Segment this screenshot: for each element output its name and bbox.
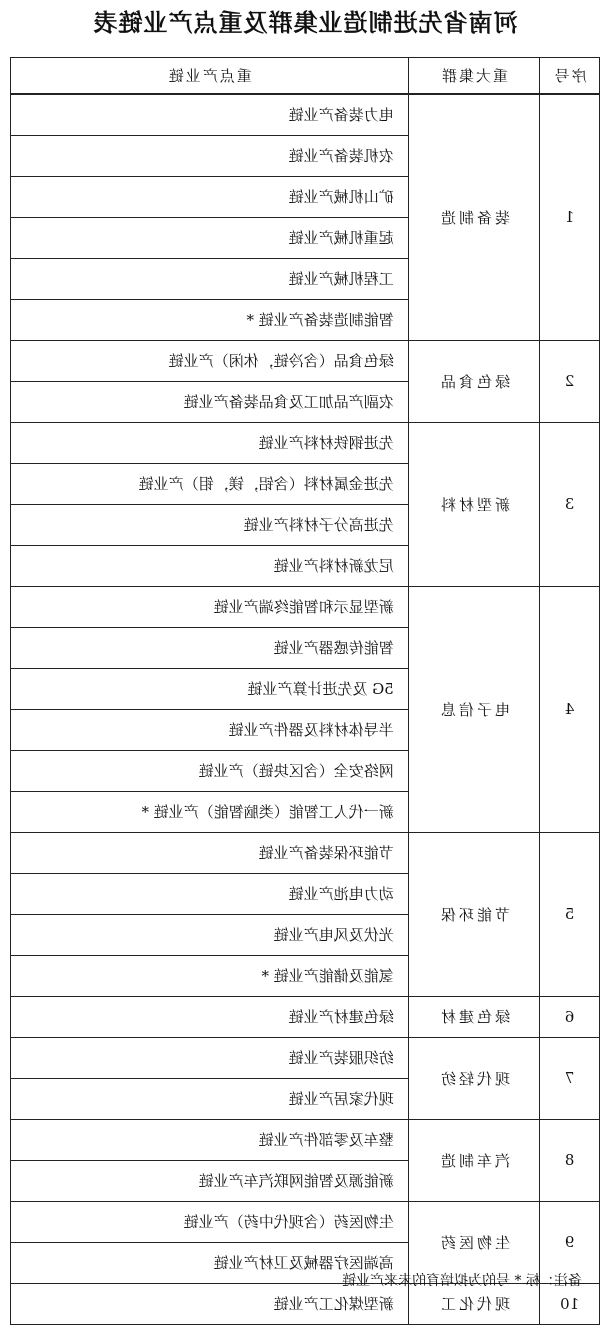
page-title: 河南省先进制造业集群及重点产业链表 [92,8,518,37]
cell-chain: 整车及零部件产业链 [11,1119,409,1160]
cell-chain: 网络安全（含区块链）产业链 [11,750,409,791]
cell-no: 6 [540,996,600,1037]
cell-cluster: 现代化工 [408,1283,540,1324]
cell-chain: 5G 及先进计算产业链 [11,668,409,709]
header-no: 序号 [540,58,600,95]
cell-chain: 先进高分子材料产业链 [11,504,409,545]
cell-chain: 现代家居产业链 [11,1078,409,1119]
cell-chain: 矿山机械产业链 [11,176,409,217]
cell-chain: 工程机械产业链 [11,258,409,299]
table-row [11,340,600,381]
cell-cluster: 装备制造 [408,94,540,340]
cell-chain: 尼龙新材料产业链 [11,545,409,586]
cell-no: 7 [540,1037,600,1119]
cell-cluster: 新型材料 [408,422,540,586]
cell-chain: 动力电池产业链 [11,873,409,914]
cell-chain: 新型煤化工产业链 [11,1283,409,1324]
cell-chain: 绿色食品（含冷链，休闲）产业链 [11,340,409,381]
cell-no: 2 [540,340,600,422]
cell-chain: 新型显示和智能终端产业链 [11,586,409,627]
cell-chain: 半导体材料及器件产业链 [11,709,409,750]
table-row [11,1119,600,1160]
cell-chain: 起重机械产业链 [11,217,409,258]
cell-no: 1 [540,94,600,340]
table-row [11,1037,600,1078]
table-row [11,586,600,627]
cell-no: 4 [540,586,600,832]
cell-no: 3 [540,422,600,586]
cell-chain: 高端医疗器械及卫材产业链 [11,1242,409,1283]
industry-chain-table [10,57,600,1325]
cell-chain: 农副产品加工及食品装备产业链 [11,381,409,422]
table-row [11,1201,600,1242]
cell-no: 8 [540,1119,600,1201]
cell-chain: 智能制造装备产业链 * [11,299,409,340]
cell-no: 5 [540,832,600,996]
table-row [11,422,600,463]
cell-chain: 光伏及风电产业链 [11,914,409,955]
table-body [11,94,600,1324]
cell-chain: 纺织服装产业链 [11,1037,409,1078]
table-row [11,94,600,135]
cell-cluster: 汽车制造 [408,1119,540,1201]
cell-cluster: 绿色建材 [408,996,540,1037]
table-header-row [11,58,600,95]
table-row [11,996,600,1037]
cell-chain: 绿色建材产业链 [11,996,409,1037]
cell-cluster: 绿色食品 [408,340,540,422]
table-row [11,832,600,873]
cell-chain: 新一代人工智能（类脑智能）产业链 * [11,791,409,832]
cell-cluster: 现代轻纺 [408,1037,540,1119]
cell-cluster: 节能环保 [408,832,540,996]
cell-chain: 先进金属材料（含铝，镁，钼）产业链 [11,463,409,504]
cell-chain: 先进钢铁材料产业链 [11,422,409,463]
cell-cluster: 生物医药 [408,1201,540,1283]
cell-chain: 生物医药（含现代中药）产业链 [11,1201,409,1242]
cell-chain: 电力装备产业链 [11,94,409,135]
header-chain: 重点产业链 [11,58,409,95]
cell-chain: 新能源及智能网联汽车产业链 [11,1160,409,1201]
footnote: 备注：标 * 号的为拟培育的未来产业链 [342,1273,582,1289]
cell-chain: 氢能及储能产业链 * [11,955,409,996]
cell-no: 9 [540,1201,600,1283]
cell-no: 10 [540,1283,600,1324]
cell-cluster: 电子信息 [408,586,540,832]
header-cluster: 重大集群 [408,58,540,95]
cell-chain: 节能环保装备产业链 [11,832,409,873]
cell-chain: 农机装备产业链 [11,135,409,176]
cell-chain: 智能传感器产业链 [11,627,409,668]
